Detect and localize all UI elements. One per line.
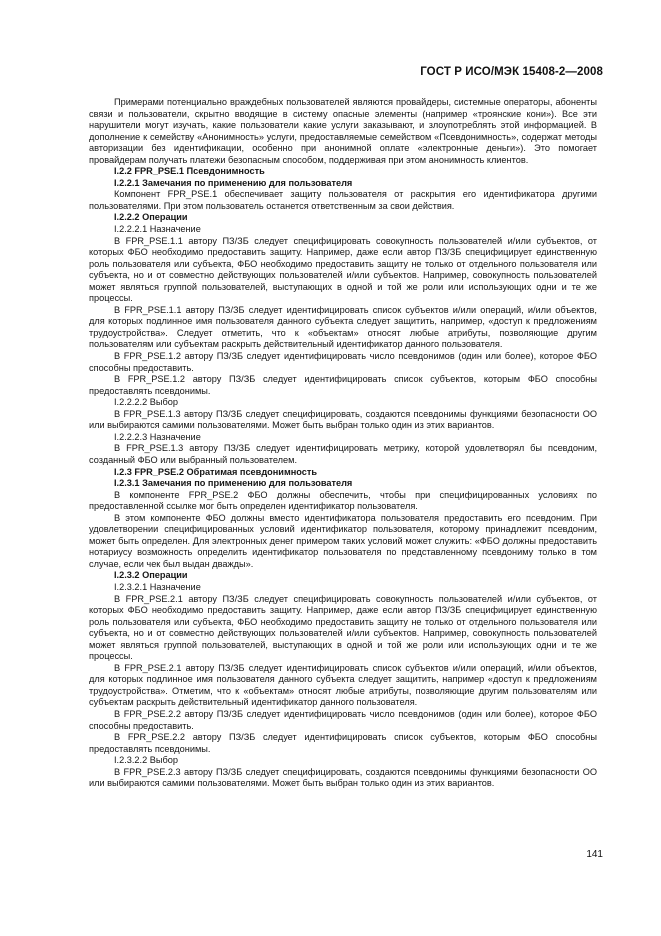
body-paragraph: В FPR_PSE.2.1 автору ПЗ/ЗБ следует идентифицировать список субъектов и/или операций, и/или объектов, для которых подлинное имя пользователя данного субъекта следует защитить, например «доступ к предложениям трудоустройства». Отметим, что к «объектам» относят любые атрибуты, позволяющие другим пользователям или субъектам раскрыть действительный идентификатор данного пользователя. [89,662,597,708]
clause-heading: I.2.2.2.2 Выбор [114,397,178,408]
clause-heading: I.2.2.2.1 Назначение [114,224,201,235]
body-paragraph: В FPR_PSE.1.2 автору ПЗ/ЗБ следует идентифицировать список субъектов, которым ФБО способны предоставлять псевдонимы. [89,374,597,396]
body-paragraph: В FPR_PSE.2.2 автору ПЗ/ЗБ следует идентифицировать список субъектов, которым ФБО способны предоставлять псевдонимы. [89,732,597,754]
page-number: 141 [586,849,603,860]
body-paragraph: В FPR_PSE.2.1 автору ПЗ/ЗБ следует специфицировать совокупность пользователей и/или субъектов, от которых ФБО необходимо предоставить защиту. Например, даже если автор ПЗ/ЗБ специфицирует единственную роль пользователя или субъекта, ФБО необходимо предоставить защиту не только от отдельного пользователя или субъекта, но и от совместно действующих пользователей и/или субъектов. Например, совокупность пользователей может являться группой пользователей, выступающих в одной и той же роли или использующих одни и те же процессы. [89,593,597,662]
body-paragraph: В этом компоненте ФБО должны вместо идентификатора пользователя предоставить его псевдоним. При удовлетворении специфицированных условий идентификатор пользователя, которому принадлежит псевдоним, может быть определен. Для электронных денег примером таких условий может служить: «ФБО должны предоставить нотариусу возможность определить идентификатор пользователя по представленному псевдониму только в том случае, если чек был выдан дважды». [89,512,597,569]
standard-title: ГОСТ Р ИСО/МЭК 15408-2—2008 [420,66,603,78]
body-paragraph: В FPR_PSE.1.1 автору ПЗ/ЗБ следует специфицировать совокупность пользователей и/или субъектов, от которых ФБО необходимо предоставить защиту. Например, даже если автор ПЗ/ЗБ специфицирует единственную роль пользователя или субъекта, ФБО необходимо предоставить защиту не только от отдельного пользователя или субъекта, но и от совместно действующих пользователей и/или субъектов. Например, совокупность пользователей может являться группой пользователей, выступающих в одной и той же роли или использующих одни и те же процессы. [89,235,597,304]
clause-heading: I.2.2.2.3 Назначение [114,431,201,442]
section-heading: I.2.2 FPR_PSE.1 Псевдонимность [114,166,265,177]
body-paragraph: В FPR_PSE.2.2 автору ПЗ/ЗБ следует идентифицировать число псевдонимов (один или более), которое ФБО способны предоставить. [89,708,597,731]
intro-paragraph: Примерами потенциально враждебных пользователей являются провайдеры, системные операторы, абоненты связи и пользователи, скрытно вводящие в систему опасные элементы (например «троянские кони»). Все эти нарушители могут изучать, какие пользователи какие услуги заказывают, и злоупотреблять этой информацией. В дополнение к семейству «Анонимность» услуги, предоставляемые семейством «Псевдонимность», содержат методы авторизации без идентификации, особенно при анонимной оплате «электронные деньги»). Это помогает провайдерам получать платежи безопасным способом, поддерживая при этом анонимность клиентов. [89,97,597,165]
body-paragraph: В FPR_PSE.1.1 автору ПЗ/ЗБ следует идентифицировать список субъектов и/или операций, и/или объектов, для которых подлинное имя пользователя данного субъекта следует защитить, например, «доступ к предложениям трудоустройства». Следует отметить, что к «объектам» относят любые атрибуты, позволяющие другим пользователям или субъектам раскрыть действительный идентификатор данного пользователя. [89,304,597,350]
subsection-heading: I.2.3.2 Операции [114,570,188,581]
subsection-heading: I.2.2.1 Замечания по применению для пользователя [114,177,353,188]
clause-heading: I.2.3.2.2 Выбор [114,755,178,766]
body-paragraph: В компоненте FPR_PSE.2 ФБО должны обеспечить, чтобы при специфицированных условиях по предоставленной ссылке мог быть определен идентификатор пользователя. [89,489,597,512]
clause-heading: I.2.3.2.1 Назначение [114,581,201,592]
page-body [89,97,597,790]
body-paragraph: В FPR_PSE.2.3 автору ПЗ/ЗБ следует специфицировать, создаются псевдонимы функциями безопасности ОО или выбираются самими пользователями. Может быть выбран только один из этих вариантов. [89,766,597,789]
subsection-heading: I.2.3.1 Замечания по применению для пользователя [114,478,353,489]
subsection-heading: I.2.2.2 Операции [114,212,188,223]
body-paragraph: В FPR_PSE.1.3 автору ПЗ/ЗБ следует специфицировать, создаются псевдонимы функциями безопасности ОО или выбираются самими пользователями. Может быть выбран только один из этих вариантов. [89,408,597,431]
body-paragraph: В FPR_PSE.1.3 автору ПЗ/ЗБ следует идентифицировать метрику, которой удовлетворял бы псевдоним, созданный ФБО или выбранный пользователем. [89,443,597,465]
body-paragraph: Компонент FPR_PSE.1 обеспечивает защиту пользователя от раскрытия его идентификатора другими пользователями. При этом пользователь останется ответственным за свои действия. [89,189,597,211]
body-paragraph: В FPR_PSE.1.2 автору ПЗ/ЗБ следует идентифицировать число псевдонимов (один или более), которое ФБО способны предоставить. [89,351,597,373]
section-heading: I.2.3 FPR_PSE.2 Обратимая псевдонимность [114,466,318,477]
